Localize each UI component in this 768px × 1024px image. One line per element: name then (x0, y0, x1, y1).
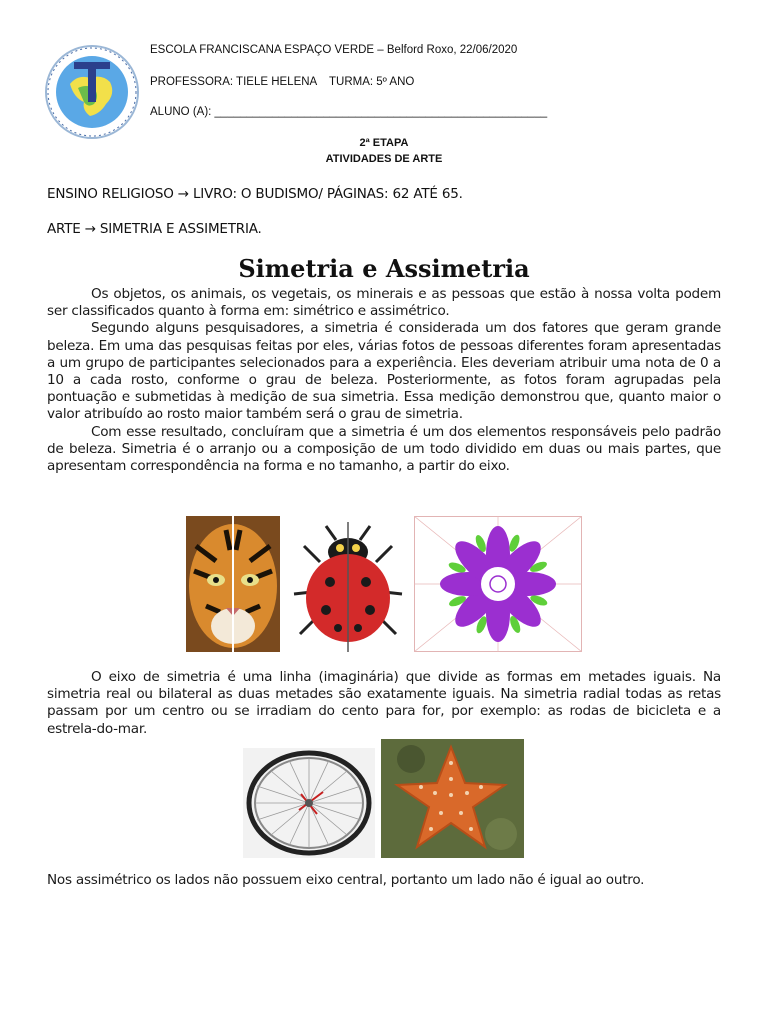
paragraph-4: O eixo de simetria é uma linha (imaginária) que divide as formas em metades iguais. Na simetria real ou bilateral as duas metades são exatamente iguais. Na simetria radial todas as retas passam por um centro ou se irradiam do cento para for, por exemplo: as rodas de bicicleta e a estrela-do-mar. (47, 669, 721, 737)
art-assignment: ARTE → SIMETRIA E ASSIMETRIA. (47, 221, 262, 237)
school-header: ESCOLA FRANCISCANA ESPAÇO VERDE – Belford Roxo, 22/06/2020 (150, 44, 518, 56)
ladybug-image (290, 522, 406, 652)
asymmetry-text (47, 872, 721, 889)
bicycle-wheel-image (243, 748, 375, 858)
class-label: TURMA: 5º ANO (329, 76, 415, 88)
paragraph-3: Com esse resultado, concluíram que a simetria é um dos elementos responsáveis pelo padrão de beleza. Simetria é o arranjo ou a composição de um todo dividido em duas ou mais partes, que apresentam correspondência na forma e no tamanho, a partir do eixo. (47, 423, 721, 475)
tiger-image (186, 516, 280, 652)
school-logo (44, 44, 140, 140)
intro-text (47, 286, 721, 475)
paragraph-1: Os objetos, os animais, os vegetais, os minerais e as pessoas que estão à nossa volta podem ser classificados quanto à forma em: simétrico e assimétrico. (47, 286, 721, 320)
starfish-image (381, 739, 524, 858)
religion-assignment: ENSINO RELIGIOSO → LIVRO: O BUDISMO/ PÁGINAS: 62 ATÉ 65. (47, 186, 463, 202)
page-title: Simetria e Assimetria (238, 254, 530, 283)
teacher-name: PROFESSORA: TIELE HELENA (150, 76, 318, 88)
paragraph-2: Segundo alguns pesquisadores, a simetria é considerada um dos fatores que geram grande beleza. Em uma das pesquisas feitas por eles, várias fotos de pessoas diferentes foram apresentadas a um grupo de participantes selecionados para a experiência. Eles deveriam atribuir uma nota de 0 a 10 a cada rosto, conforme o grau de beleza. Posteriormente, as fotos foram agrupadas pela pontuação e submetidas à medição de sua simetria. Essa medição demonstrou que, quanto maior o valor atribuído ao rosto maior também será o grau de simetria. (47, 320, 721, 423)
student-name-field[interactable]: ALUNO (A): ____________________________________________________ (150, 106, 548, 118)
axis-text (47, 669, 721, 738)
stage-label: 2ª ETAPA (359, 137, 409, 149)
activity-label: ATIVIDADES DE ARTE (325, 153, 443, 165)
paragraph-5: Nos assimétrico os lados não possuem eixo central, portanto um lado não é igual ao outro. (47, 872, 645, 888)
mandala-image (414, 516, 582, 652)
